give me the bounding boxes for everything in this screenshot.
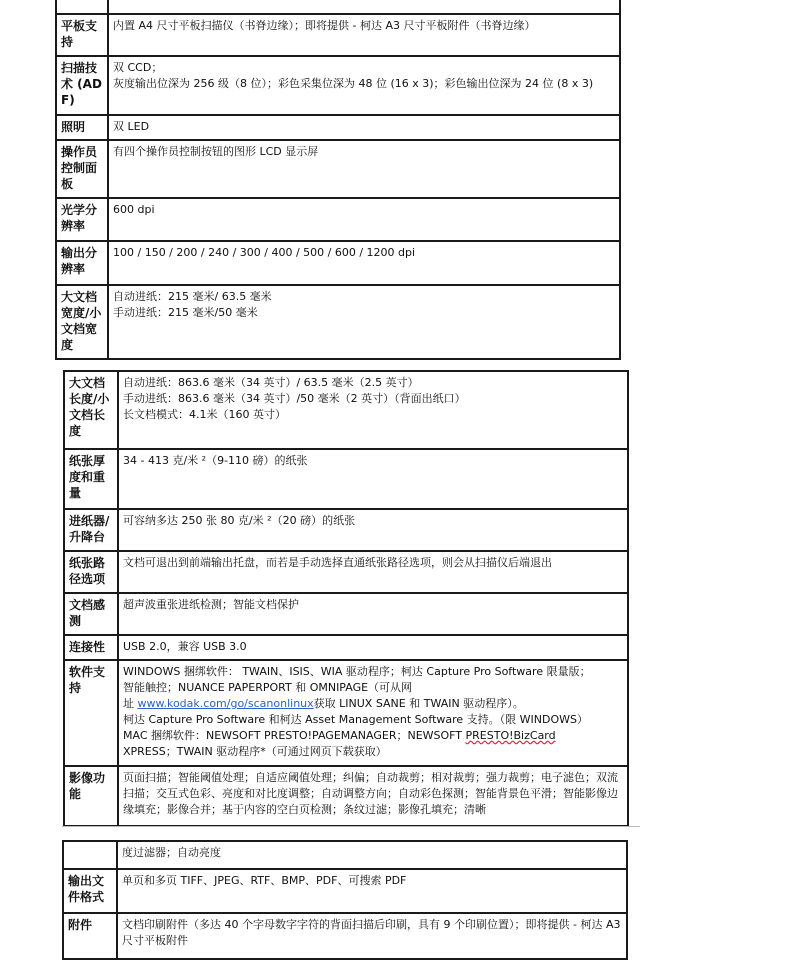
spec-value: 600 dpi — [108, 198, 620, 241]
table-row — [56, 241, 620, 285]
spec-label: 输出分辨率 — [56, 241, 108, 285]
scanonlinux-link[interactable]: www.kodak.com/go/scanonlinux — [137, 697, 314, 710]
spec-label: 扫描技术 (ADF) — [56, 56, 108, 115]
spec-label: 输出文件格式 — [63, 869, 117, 913]
spec-label: 照明 — [56, 115, 108, 140]
spec-line: WINDOWS 捆绑软件： TWAIN、ISIS、WIA 驱动程序；柯达 Capture Pro Software 限量版； — [123, 665, 591, 678]
spec-label: 文档感测 — [64, 593, 118, 635]
table-row — [64, 766, 628, 826]
spec-text: 获取 LINUX SANE 和 TWAIN 驱动程序）。 — [313, 697, 524, 710]
spec-text: 址 — [123, 697, 138, 710]
bizcard-text: PRESTO!BizCard — [465, 729, 556, 742]
spec-value: USB 2.0，兼容 USB 3.0 — [118, 635, 628, 660]
spec-value — [108, 0, 620, 14]
spec-line: 柯达 Capture Pro Software 和柯达 Asset Management Software 支持。（限 WINDOWS） — [123, 713, 589, 726]
spec-line: 灰度输出位深为 256 级（8 位）；彩色采集位深为 48 位 (16 x 3)；彩色输出位深为 24 位 (8 x 3) — [113, 77, 594, 90]
table-row — [63, 913, 627, 959]
table-row — [56, 198, 620, 241]
table-row — [64, 551, 628, 593]
table-row — [64, 449, 628, 509]
spec-value: 内置 A4 尺寸平板扫描仪（书脊边缘）；即将提供 - 柯达 A3 尺寸平板附件（书脊边缘） — [108, 14, 620, 56]
spec-label: 大文档宽度/小文档宽度 — [56, 285, 108, 359]
spec-value: 100 / 150 / 200 / 240 / 300 / 400 / 500 / 600 / 1200 dpi — [108, 241, 620, 285]
spec-value: 34 - 413 克/米 ²（9-110 磅）的纸张 — [118, 449, 628, 509]
spec-table-lower — [62, 840, 628, 960]
spec-line: 双 CCD； — [113, 61, 163, 74]
spec-value: 单页和多页 TIFF、JPEG、RTF、BMP、PDF、可搜索 PDF — [117, 869, 627, 913]
spec-line: 智能触控；NUANCE PAPERPORT 和 OMNIPAGE（可从网 — [123, 681, 413, 694]
spec-value — [118, 371, 628, 449]
spec-line: 自动进纸：215 毫米/ 63.5 毫米 — [113, 290, 272, 303]
spec-label — [63, 841, 117, 869]
spec-value: 有四个操作员控制按钮的图形 LCD 显示屏 — [108, 140, 620, 198]
spec-value — [108, 56, 620, 115]
page-divider — [62, 826, 640, 827]
spec-line: 长文档模式：4.1米（160 英寸） — [123, 408, 286, 421]
spec-value — [108, 285, 620, 359]
table-row — [63, 869, 627, 913]
spec-table-upper — [55, 0, 621, 360]
spec-value: 可容纳多达 250 张 80 克/米 ²（20 磅）的纸张 — [118, 509, 628, 551]
table-row — [56, 56, 620, 115]
spec-value: 度过滤器；自动亮度 — [117, 841, 627, 869]
spec-label: 纸张路径选项 — [64, 551, 118, 593]
spec-label: 平板支持 — [56, 14, 108, 56]
spec-line — [123, 728, 623, 744]
table-row — [56, 0, 620, 14]
table-row — [64, 371, 628, 449]
spec-label: 操作员控制面板 — [56, 140, 108, 198]
spec-label: 附件 — [63, 913, 117, 959]
spec-label: 影像功能 — [64, 766, 118, 826]
spec-line — [123, 696, 623, 712]
table-row — [56, 140, 620, 198]
spec-value: 页面扫描；智能阈值处理；自适应阈值处理；纠偏；自动裁剪；相对裁剪；强力裁剪；电子滤色；双流扫描；交互式色彩、亮度和对比度调整；自动调整方向；自动彩色探测；智能背景色平滑；智能影像边缘填充；影像合并；基于内容的空白页检测；条纹过滤；影像孔填充；清晰 — [118, 766, 628, 826]
table-row — [56, 115, 620, 140]
spec-value — [118, 660, 628, 766]
spec-label — [56, 0, 108, 14]
table-row — [56, 14, 620, 56]
spec-text: MAC 捆绑软件：NEWSOFT PRESTO!PAGEMANAGER；NEWSOFT — [123, 729, 466, 742]
spec-value: 文档印刷附件（多达 40 个字母数字字符的背面扫描后印刷，具有 9 个印刷位置）；即将提供 - 柯达 A3 尺寸平板附件 — [117, 913, 627, 959]
table-row — [63, 841, 627, 869]
spec-value: 文档可退出到前端输出托盘，而若是手动选择直通纸张路径选项，则会从扫描仪后端退出 — [118, 551, 628, 593]
table-row — [64, 593, 628, 635]
table-row — [64, 660, 628, 766]
spec-line: XPRESS；TWAIN 驱动程序*（可通过网页下载获取） — [123, 745, 387, 758]
spec-value: 双 LED — [108, 115, 620, 140]
table-row — [64, 509, 628, 551]
spec-line: 自动进纸：863.6 毫米（34 英寸）/ 63.5 毫米（2.5 英寸） — [123, 376, 419, 389]
spec-label: 纸张厚度和重量 — [64, 449, 118, 509]
spec-label: 进纸器/升降台 — [64, 509, 118, 551]
spec-table-middle — [63, 370, 629, 827]
spec-line: 手动进纸：863.6 毫米（34 英寸）/50 毫米（2 英寸）（背面出纸口） — [123, 392, 466, 405]
spec-label: 连接性 — [64, 635, 118, 660]
spec-value: 超声波重张进纸检测；智能文档保护 — [118, 593, 628, 635]
table-row — [56, 285, 620, 359]
spec-label: 光学分辨率 — [56, 198, 108, 241]
spec-label: 大文档长度/小文档长度 — [64, 371, 118, 449]
spec-label: 软件支持 — [64, 660, 118, 766]
spec-line: 手动进纸：215 毫米/50 毫米 — [113, 306, 258, 319]
table-row — [64, 635, 628, 660]
